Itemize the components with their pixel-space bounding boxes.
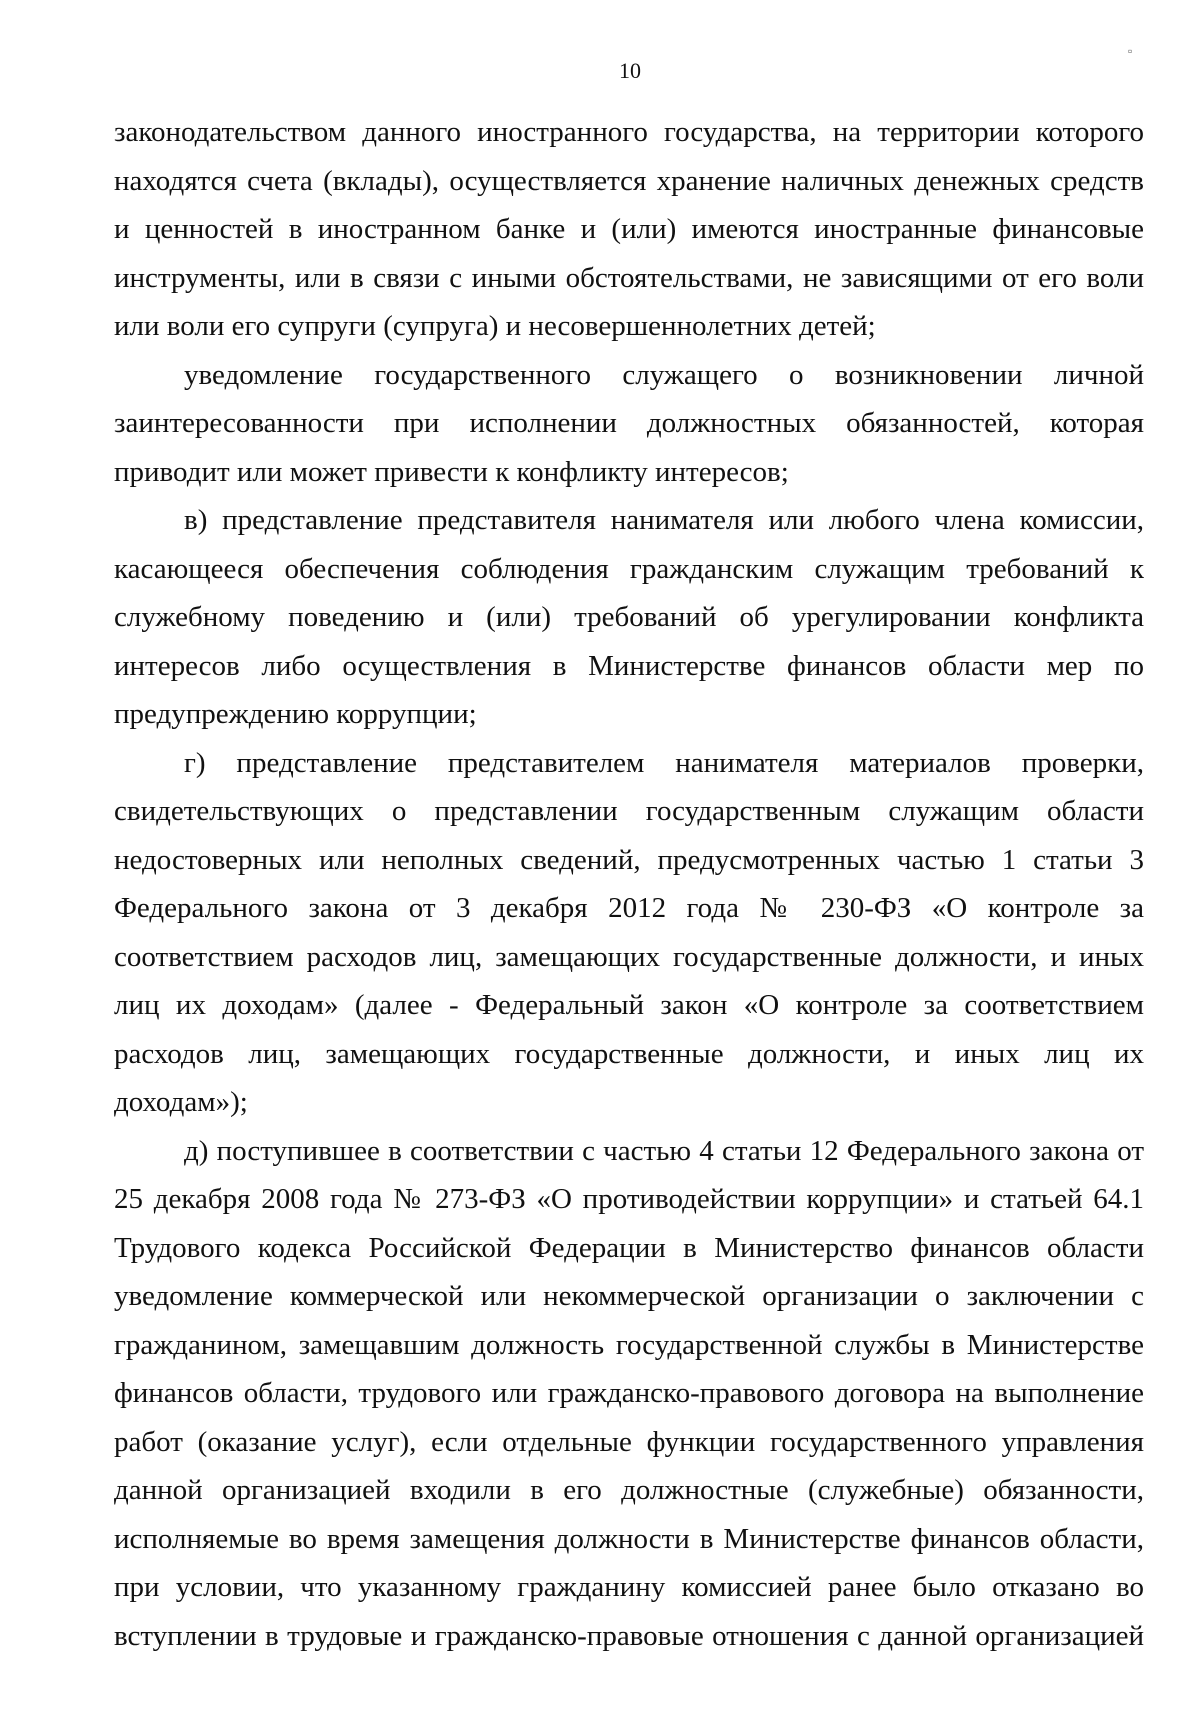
scan-mark: ▫ — [1128, 44, 1133, 58]
paragraph-notification: уведомление государственного служащего о возникновении личной заинтересованности при исполнении должностных обязанностей, которая приводит или может привести к конфликту интересов; — [114, 358, 1144, 488]
page-number: 10 — [619, 58, 641, 83]
paragraph-continuation: законодательством данного иностранного государства, на территории которого находятся счета (вклады), осуществляется хранение наличных денежных средств и ценностей в иностранном банке и (или) имеются иностранные финансовые инструменты, или в связи с иными обстоятельствами, не зависящими от его воли или воли его супруги (супруга) и несовершеннолетних детей; — [114, 116, 1144, 342]
paragraph-item-d: д) поступившее в соответствии с частью 4 статьи 12 Федерального закона от 25 декабря 2008 года № 273-ФЗ «О противодействии коррупции» и статьей 64.1 Трудового кодекса Российской Федерации в Министерство финансов области уведомление коммерческой или некоммерческой организации о заключении с гражданином, замещавшим должность государственной службы в Министерстве финансов области, трудового или гражданско-правового договора на выполнение работ (оказание услуг), если отдельные функции государственного управления данной организацией входили в его должностные (служебные) обязанности, исполняемые во время замещения должности в Министерстве финансов области, при условии, что указанному гражданину комиссией ранее было отказано во вступлении в трудовые и гражданско-правовые отношения с данной организацией — [114, 1134, 1144, 1652]
paragraph-item-v: в) представление представителя нанимателя или любого члена комиссии, касающееся обеспечения соблюдения гражданским служащим требований к служебному поведению и (или) требований об урегулировании конфликта интересов либо осуществления в Министерстве финансов области мер по предупреждению коррупции; — [114, 504, 1144, 730]
paragraph-item-g: г) представление представителем нанимателя материалов проверки, свидетельствующих о представлении государственным служащим области недостоверных или неполных сведений, предусмотренных частью 1 статьи 3 Федерального закона от 3 декабря 2012 года № 230-ФЗ «О контроле за соответствием расходов лиц, замещающих государственные должности, и иных лиц их доходам» (далее - Федеральный закон «О контроле за соответствием расходов лиц, замещающих государственные должности, и иных лиц их доходам»); — [114, 746, 1144, 1118]
document-body — [114, 108, 1144, 1660]
